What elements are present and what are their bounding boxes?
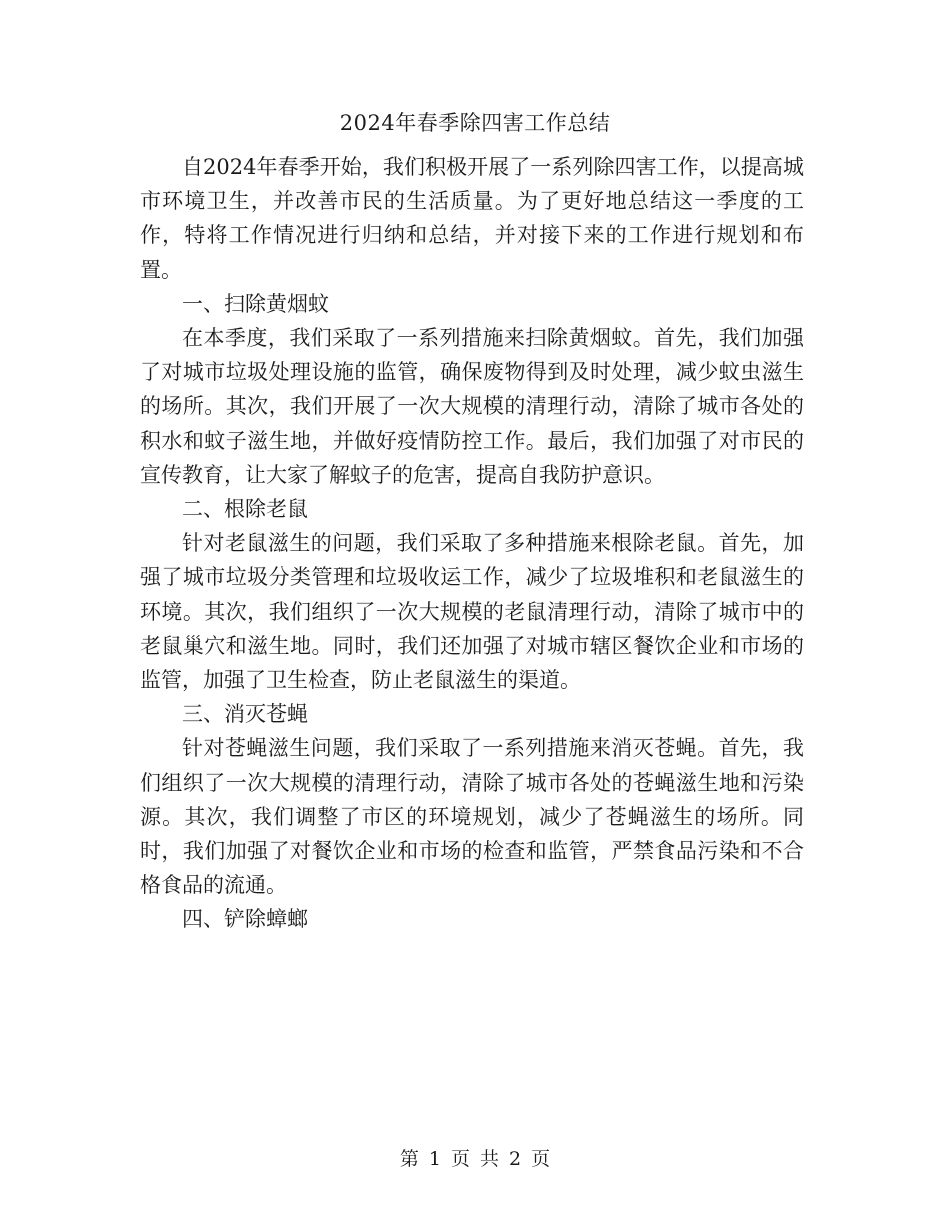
intro-paragraph: 自2024年春季开始，我们积极开展了一系列除四害工作，以提高城市环境卫生，并改善市民的生活质量。为了更好地总结这一季度的工作，特将工作情况进行归纳和总结，并对接下来的工作进行规划和布置。	[140, 155, 804, 282]
section-heading-fly: 三、消灭苍蝇	[182, 702, 308, 727]
document-title: 2024年春季除四害工作总结	[339, 111, 611, 135]
rat-paragraph: 针对老鼠滋生的问题，我们采取了多种措施来根除老鼠。首先，加强了城市垃圾分类管理和垃圾收运工作，减少了垃圾堆积和老鼠滋生的环境。其次，我们组织了一次大规模的老鼠清理行动，清除了城市中的老鼠巢穴和滋生地。同时，我们还加强了对城市辖区餐饮企业和市场的监管，加强了卫生检查，防止老鼠滋生的渠道。	[140, 531, 804, 693]
fly-paragraph: 针对苍蝇滋生问题，我们采取了一系列措施来消灭苍蝇。首先，我们组织了一次大规模的清理行动，清除了城市各处的苍蝇滋生地和污染源。其次，我们调整了市区的环境规划，减少了苍蝇滋生的场所。同时，我们加强了对餐饮企业和市场的检查和监管，严禁食品污染和不合格食品的流通。	[140, 736, 804, 898]
section-heading-mosquito: 一、扫除黄烟蚊	[182, 291, 329, 316]
page-footer: 第 1 页 共 2 页	[399, 1148, 551, 1170]
section-heading-cockroach: 四、铲除蟑螂	[182, 907, 308, 932]
mosquito-paragraph: 在本季度，我们采取了一系列措施来扫除黄烟蚊。首先，我们加强了对城市垃圾处理设施的监管，确保废物得到及时处理，减少蚊虫滋生的场所。其次，我们开展了一次大规模的清理行动，清除了城市各处的积水和蚊子滋生地，并做好疫情防控工作。最后，我们加强了对市民的宣传教育，让大家了解蚊子的危害，提高自我防护意识。	[140, 326, 804, 487]
section-heading-rat: 二、根除老鼠	[182, 497, 308, 522]
document-body	[140, 150, 804, 937]
